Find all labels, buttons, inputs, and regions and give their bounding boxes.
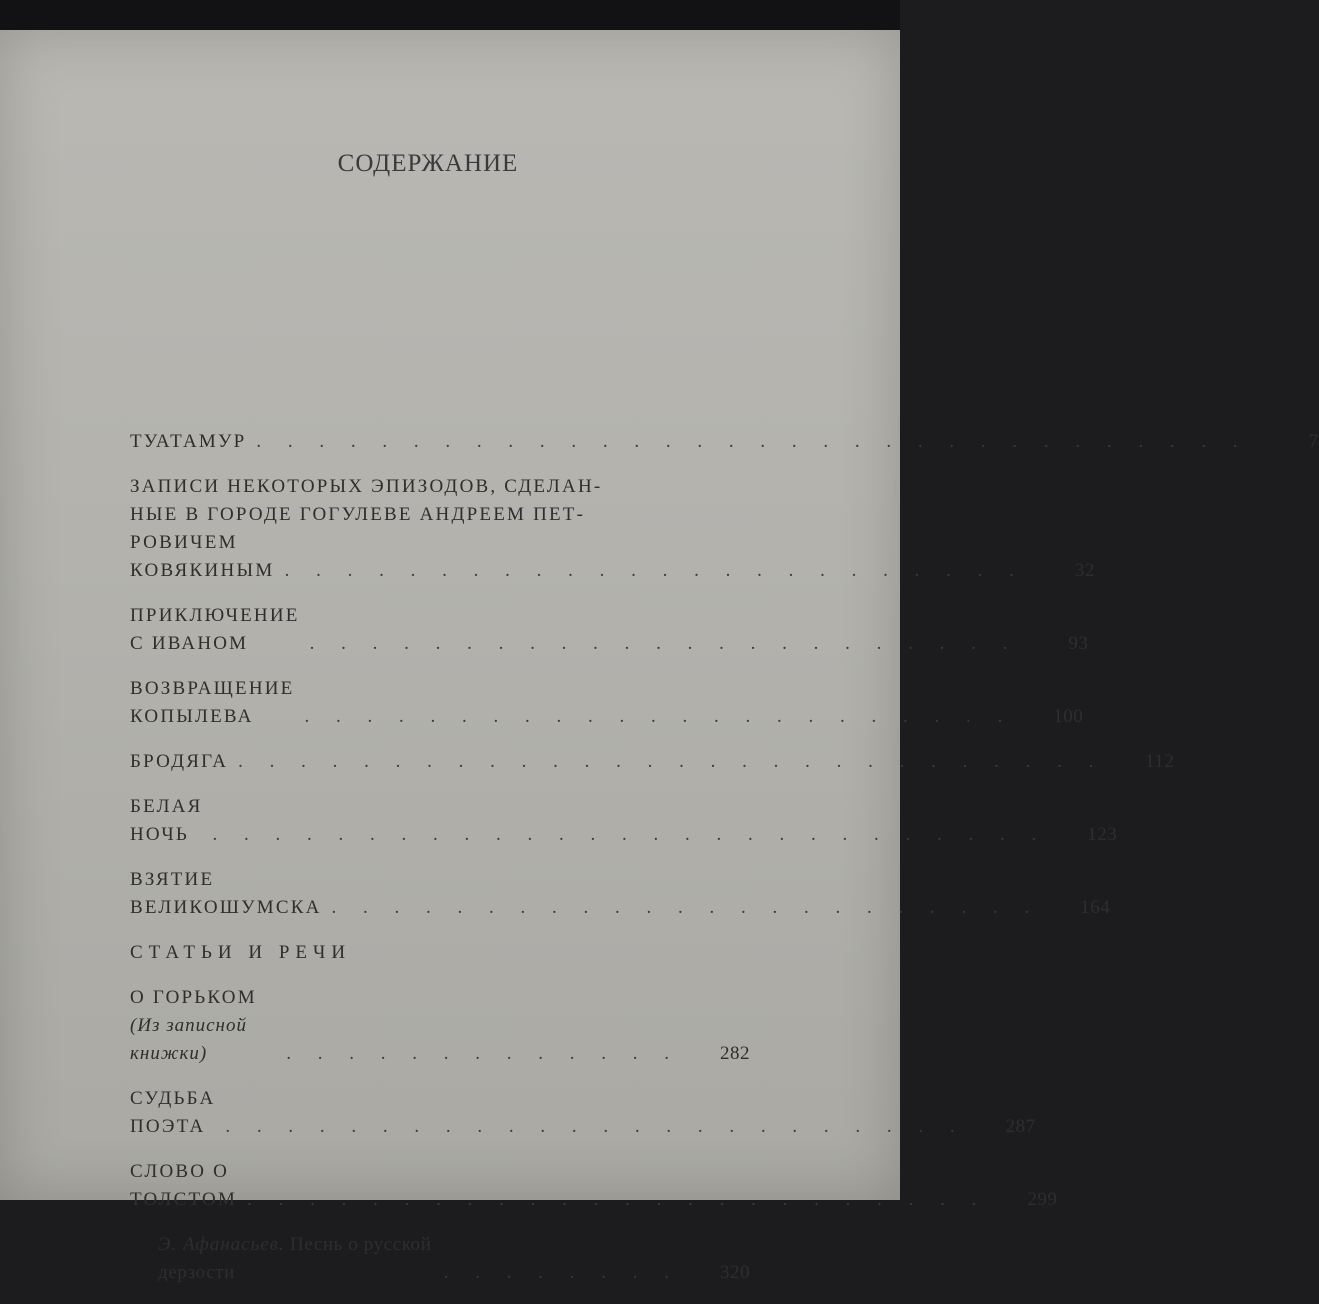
toc-entry-page: 287 [1005, 1116, 1036, 1137]
contents-heading: СОДЕРЖАНИЕ [337, 150, 519, 177]
toc-entry [130, 866, 1111, 922]
toc-entry-title-line: НЫЕ В ГОРОДЕ ГОГУЛЕВЕ АНДРЕЕМ ПЕТ- [130, 504, 586, 525]
toc-entry-page: 100 [1053, 706, 1084, 727]
table-of-contents [130, 428, 1319, 1304]
toc-entry [130, 473, 1095, 585]
toc-entry [130, 793, 1118, 849]
toc-entry-page: 164 [1080, 897, 1111, 918]
toc-entry-title: ВОЗВРАЩЕНИЕ КОПЫЛЕВА [130, 678, 295, 727]
leader-dots: . . . . . . . . . . . . . . . . . . . . . . . . [284, 560, 1025, 581]
toc-entry-title: СУДЬБА ПОЭТА [130, 1088, 216, 1137]
toc-entry-page: 93 [1068, 633, 1089, 654]
toc-entry-note: (Из записной книжки) [130, 1015, 247, 1064]
leader-dots: . . . . . . . . . . . . . . . . . . . . . . . . [247, 1189, 988, 1210]
toc-entry-title: ПРИКЛЮЧЕНИЕ С ИВАНОМ [130, 605, 300, 654]
toc-entry [130, 428, 1319, 456]
leader-dots: . . . . . . . . . . . . . . . . . . . . . . . . . . . [212, 824, 1048, 845]
toc-entry-page: 112 [1145, 751, 1175, 772]
toc-entry-title: ТУАТАМУР [130, 431, 247, 452]
leader-dots: . . . . . . . . [443, 1262, 680, 1283]
toc-entry-title-main: О ГОРЬКОМ [130, 987, 257, 1008]
toc-entry [130, 602, 1089, 658]
toc-entry-page: 299 [1027, 1189, 1058, 1210]
toc-entry-page: 123 [1087, 824, 1118, 845]
toc-entry-page: 320 [720, 1262, 750, 1283]
toc-entry-title-line: РОВИЧЕМ КОВЯКИНЫМ [130, 532, 275, 581]
toc-entry [130, 748, 1175, 776]
toc-entry-title [130, 984, 276, 1068]
toc-entry-title: БРОДЯГА [130, 751, 229, 772]
toc-entry [130, 675, 1084, 731]
section-heading: СТАТЬИ И РЕЧИ [130, 942, 352, 963]
leader-dots: . . . . . . . . . . . . . . . . . . . . . . . . . . . . . . . . [256, 431, 1249, 452]
toc-entry-page: 7 [1308, 431, 1319, 452]
toc-entry-afterword [130, 1231, 750, 1287]
afterword-title: Песнь о русской дерзости [158, 1234, 432, 1283]
leader-dots: . . . . . . . . . . . . . . . . . . . . . . . [331, 897, 1041, 918]
toc-entry-title: БЕЛАЯ НОЧЬ [130, 796, 203, 845]
toc-entry-page: 282 [720, 1043, 750, 1064]
toc-entry-page: 32 [1074, 560, 1095, 581]
leader-dots: . . . . . . . . . . . . . . . . . . . . . . . [304, 706, 1014, 727]
toc-entry [130, 1158, 1058, 1214]
leader-dots: . . . . . . . . . . . . . . . . . . . . . . . [309, 633, 1019, 654]
toc-entry [130, 984, 750, 1068]
afterword-author: Э. Афанасьев. [158, 1234, 285, 1255]
leader-dots: . . . . . . . . . . . . . [286, 1043, 680, 1064]
toc-entry-title: СЛОВО О ТОЛСТОМ [130, 1161, 238, 1210]
toc-entry-title-line: ЗАПИСИ НЕКОТОРЫХ ЭПИЗОДОВ, СДЕЛАН- [130, 476, 603, 497]
toc-entry-title: ВЗЯТИЕ ВЕЛИКОШУМСКА [130, 869, 322, 918]
leader-dots: . . . . . . . . . . . . . . . . . . . . . . . . [225, 1116, 966, 1137]
leader-dots: . . . . . . . . . . . . . . . . . . . . . . . . . . . . [238, 751, 1105, 772]
toc-entry-title [158, 1231, 434, 1287]
book-top-edge [0, 0, 900, 30]
toc-entry [130, 1085, 1036, 1141]
